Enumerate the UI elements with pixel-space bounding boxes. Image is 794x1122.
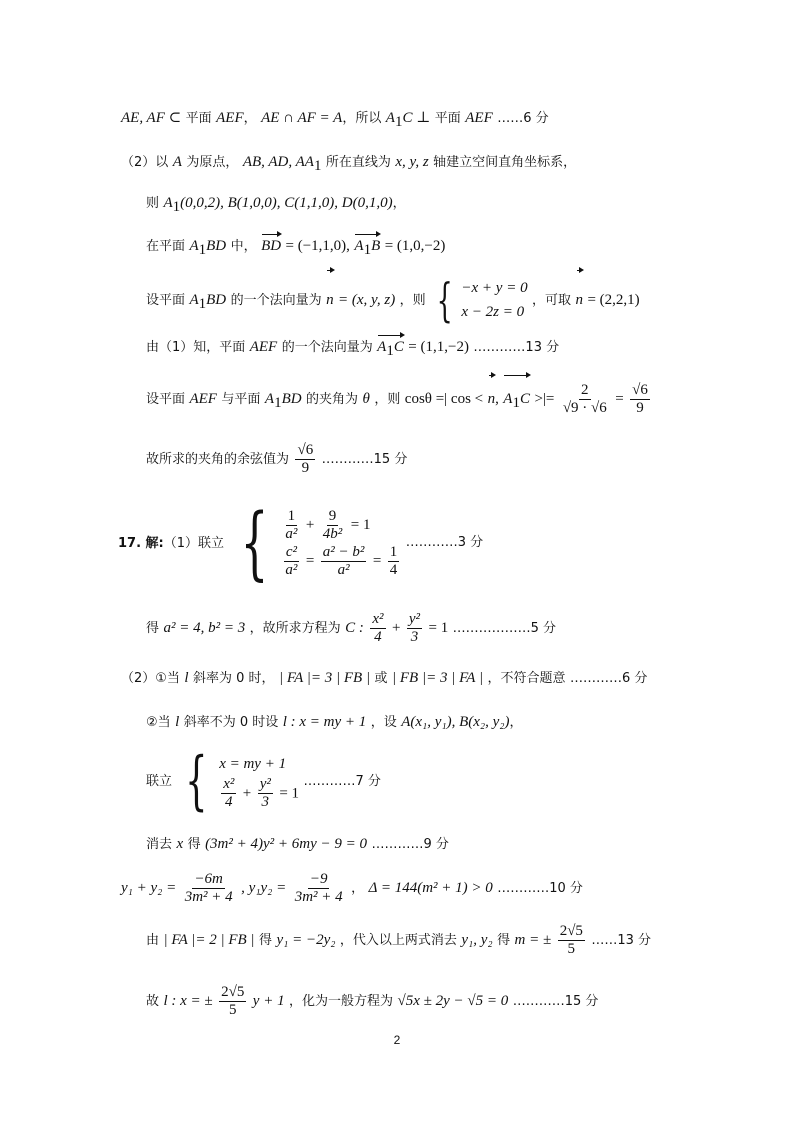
text: ，设	[370, 715, 397, 730]
vector-n: n	[576, 272, 584, 328]
fraction: $\frac{√6}{9}$	[297, 441, 314, 476]
text: 由	[146, 933, 160, 948]
line-2: （2）以 A 为原点， AB, AD, $AA_1$ 所在直线为 x, y, z 轴建立空间直角坐标系，	[121, 154, 577, 174]
math: a² = 4, b² = 3	[163, 620, 246, 636]
math: √5x ± 2y − √5 = 0	[397, 993, 509, 1009]
text: 得	[187, 837, 201, 852]
math: θ	[362, 391, 370, 407]
line-4: 在平面 $A_1BD$ 中， BD = (−1,1,0), $A_1B = (1,0,-2)$	[146, 238, 446, 258]
math: AB, AD, AA	[242, 154, 314, 170]
score: …………3 分	[405, 535, 484, 550]
fraction: $\frac{2}{√9 \cdot √6}$	[562, 381, 607, 416]
math: x, y, z	[395, 154, 429, 170]
text: 消去	[146, 837, 173, 852]
equation-system: x = my + 1 $\frac{\text{x²}}{4}$ + $\frac{\text{y²}}{3}$ = 1	[219, 755, 300, 810]
text: 为原点，	[186, 155, 239, 170]
line-17	[146, 979, 598, 1024]
text: 斜率不为 0 时设	[183, 715, 279, 730]
line-13	[146, 744, 381, 818]
math: , y₁y₂ =	[241, 880, 287, 896]
text: ，所以	[342, 111, 382, 126]
equation-system: −x + y = 0 x − 2z = 0	[461, 280, 528, 320]
math: AEF	[189, 391, 217, 407]
math: C ⊥	[402, 110, 431, 126]
line-6: 由（1）知，平面 AEF 的一个法向量为 $A_1C = (1,1,-2)$ …………13 分	[146, 339, 560, 359]
math: BD	[206, 238, 227, 254]
math: C	[393, 339, 404, 355]
math: = (1,1,−2)	[408, 339, 469, 355]
text: 故所求的夹角的余弦值为	[146, 452, 290, 467]
math: B	[371, 238, 381, 254]
math: y₁ + y₂ =	[121, 880, 177, 896]
math: ,	[495, 391, 499, 407]
math: l	[184, 670, 189, 686]
math: A(x₁, y₁), B(x₂, y₂)	[401, 714, 510, 730]
math: l : x = my + 1	[282, 714, 367, 730]
math: A	[377, 339, 387, 355]
math: m = ±	[514, 932, 552, 948]
math: l : x = ±	[163, 993, 213, 1009]
math: A	[503, 391, 513, 407]
text: 设平面	[146, 293, 186, 308]
text: 或	[374, 671, 388, 686]
math: = (x, y, z)	[338, 292, 396, 308]
line-14	[146, 834, 449, 855]
score: ………………5 分	[452, 621, 557, 636]
math: y₁, y₂	[461, 932, 493, 948]
math: AE ∩ AF = A	[261, 110, 343, 126]
fraction: $\frac{2√5}{5}$	[559, 922, 583, 957]
text: ，	[351, 881, 365, 896]
text: ，化为一般方程为	[289, 994, 394, 1009]
text: ，故所求方程为	[249, 621, 341, 636]
text: 故	[146, 994, 160, 1009]
math: | FA |= 2 | FB |	[163, 932, 255, 948]
text: 平面	[434, 111, 461, 126]
math: A	[163, 195, 173, 211]
math: AE, AF ⊂	[121, 110, 182, 126]
text: （1）联立	[163, 536, 225, 551]
score: ……6 分	[497, 111, 549, 126]
math: | FA |= 3 | FB |	[279, 670, 371, 686]
text: ，则	[399, 293, 426, 308]
vector-n: n	[326, 272, 334, 328]
fraction: $\frac{√6}{9}$	[632, 381, 648, 416]
text: 平面	[185, 111, 212, 126]
text: ，则	[374, 392, 401, 407]
text: 则	[146, 196, 160, 211]
text: ，代入以上两式消去	[339, 933, 457, 948]
math: A	[189, 238, 199, 254]
math: A	[172, 154, 182, 170]
text: 的夹角为	[306, 392, 359, 407]
math: BD	[281, 391, 302, 407]
problem-label: 17. 解:	[118, 536, 164, 551]
math: >|=	[534, 391, 555, 407]
fraction: $\frac{\text{x²}}{4}$	[372, 610, 384, 645]
math: AEF	[465, 110, 493, 126]
text: 得	[258, 933, 272, 948]
math: x	[176, 836, 184, 852]
text: 在平面	[146, 239, 186, 254]
text: ②当	[146, 715, 171, 730]
vector-n: n	[488, 377, 496, 421]
math: AEF	[249, 339, 278, 355]
math: (3m² + 4)y² + 6my − 9 = 0	[205, 836, 368, 852]
page-number: 2	[393, 1033, 401, 1047]
math: +	[391, 620, 401, 636]
line-11	[121, 668, 647, 689]
score: …………9 分	[371, 837, 449, 852]
math: A	[354, 238, 364, 254]
text: 设平面	[146, 392, 186, 407]
math: | FB |= 3 | FA |	[392, 670, 484, 686]
math: y + 1	[252, 993, 285, 1009]
math: y₁ = −2y₂	[276, 932, 336, 948]
fraction: $\frac{2√5}{5}$	[221, 983, 245, 1018]
line-3: 则 $A_1(0,0,2)$, B(1,0,0), C(1,1,0), D(0,1,0)，	[146, 195, 406, 215]
text: 斜率为 0 时，	[193, 671, 275, 686]
line-15	[121, 866, 583, 911]
math: C :	[345, 620, 364, 636]
math: = (−1,1,0),	[285, 238, 350, 254]
math: A	[264, 391, 275, 407]
line-16	[146, 918, 651, 963]
math: l	[175, 714, 180, 730]
fraction: $\frac{\text{y²}}{3}$	[408, 610, 421, 645]
math: = (2,2,1)	[587, 292, 640, 308]
math: (0,0,2), B(1,0,0), C(1,1,0), D(0,1,0)	[180, 195, 393, 211]
text: 所在直线为	[325, 155, 391, 170]
math: A	[385, 110, 395, 126]
text: （2）以	[121, 155, 169, 170]
text: 轴建立空间直角坐标系，	[433, 155, 577, 170]
line-1: AE, AF ⊂ 平面 AEF， AE ∩ AF = A，所以 $A_1C$ ⊥ 平面 AEF ……6 分	[121, 110, 549, 130]
brace: {	[436, 273, 453, 327]
text: ，可取	[532, 293, 572, 308]
score: ……13 分	[591, 933, 652, 948]
text: 得	[497, 933, 511, 948]
text: ，	[509, 715, 523, 730]
text: ，不符合题意	[487, 671, 566, 686]
score: …………10 分	[497, 881, 583, 896]
fraction: $\frac{-6m}{\text{3m² + 4}}$	[184, 870, 233, 905]
fraction: $\frac{-9}{\text{3m² + 4}}$	[294, 870, 343, 905]
math: =	[615, 391, 624, 407]
vector-bd: BD	[261, 238, 282, 254]
line-10	[146, 606, 556, 651]
math: A	[189, 292, 199, 308]
math: = 1	[428, 620, 449, 636]
math: BD	[206, 292, 227, 308]
math: Δ = 144(m² + 1) > 0	[368, 880, 493, 896]
math: = (1,0,−2)	[384, 238, 446, 254]
score: …………15 分	[321, 452, 408, 467]
score: …………6 分	[569, 671, 648, 686]
line-12	[146, 712, 523, 733]
equation-system: $\frac{1}{\text{a²}}$ + $\frac{9}{\text{4b²}}$ = 1 $\frac{\text{c²}}{\text{a²}}$ = $\frac{\text{a² − b²}}{\text{a²}}$ = $\frac{1}{4}$	[285, 507, 398, 578]
line-7: 设平面 AEF 与平面 $A_1BD$ 的夹角为 θ ，则 cosθ =| cos < n, $A_1C$ >|= $\frac{2}{√9 \cdot √6}$ = $\frac{√6}{9}$	[146, 377, 652, 425]
problem-17	[118, 498, 483, 589]
line-5: 设平面 $A_1BD$ 的一个法向量为 n = (x, y, z) ，则 { −x + y = 0 x − 2z = 0 ，可取 n = (2,2,1)	[146, 273, 640, 327]
text: 得	[146, 621, 160, 636]
math: AEF	[216, 110, 244, 126]
brace: {	[239, 496, 268, 589]
score: …………15 分	[512, 994, 599, 1009]
text: 的一个法向量为	[281, 340, 373, 355]
text: 的一个法向量为	[230, 293, 322, 308]
text: 由（1）知，平面	[146, 340, 246, 355]
score: …………7 分	[303, 774, 381, 789]
math: cosθ =| cos <	[404, 391, 484, 407]
math: C	[519, 391, 530, 407]
score: …………13 分	[473, 340, 560, 355]
text: 与平面	[221, 392, 261, 407]
text: （2）①当	[121, 671, 180, 686]
text: 联立	[146, 774, 173, 789]
brace: {	[185, 744, 209, 818]
line-8	[146, 437, 407, 482]
text: 中，	[230, 239, 257, 254]
text: ，	[392, 196, 406, 211]
